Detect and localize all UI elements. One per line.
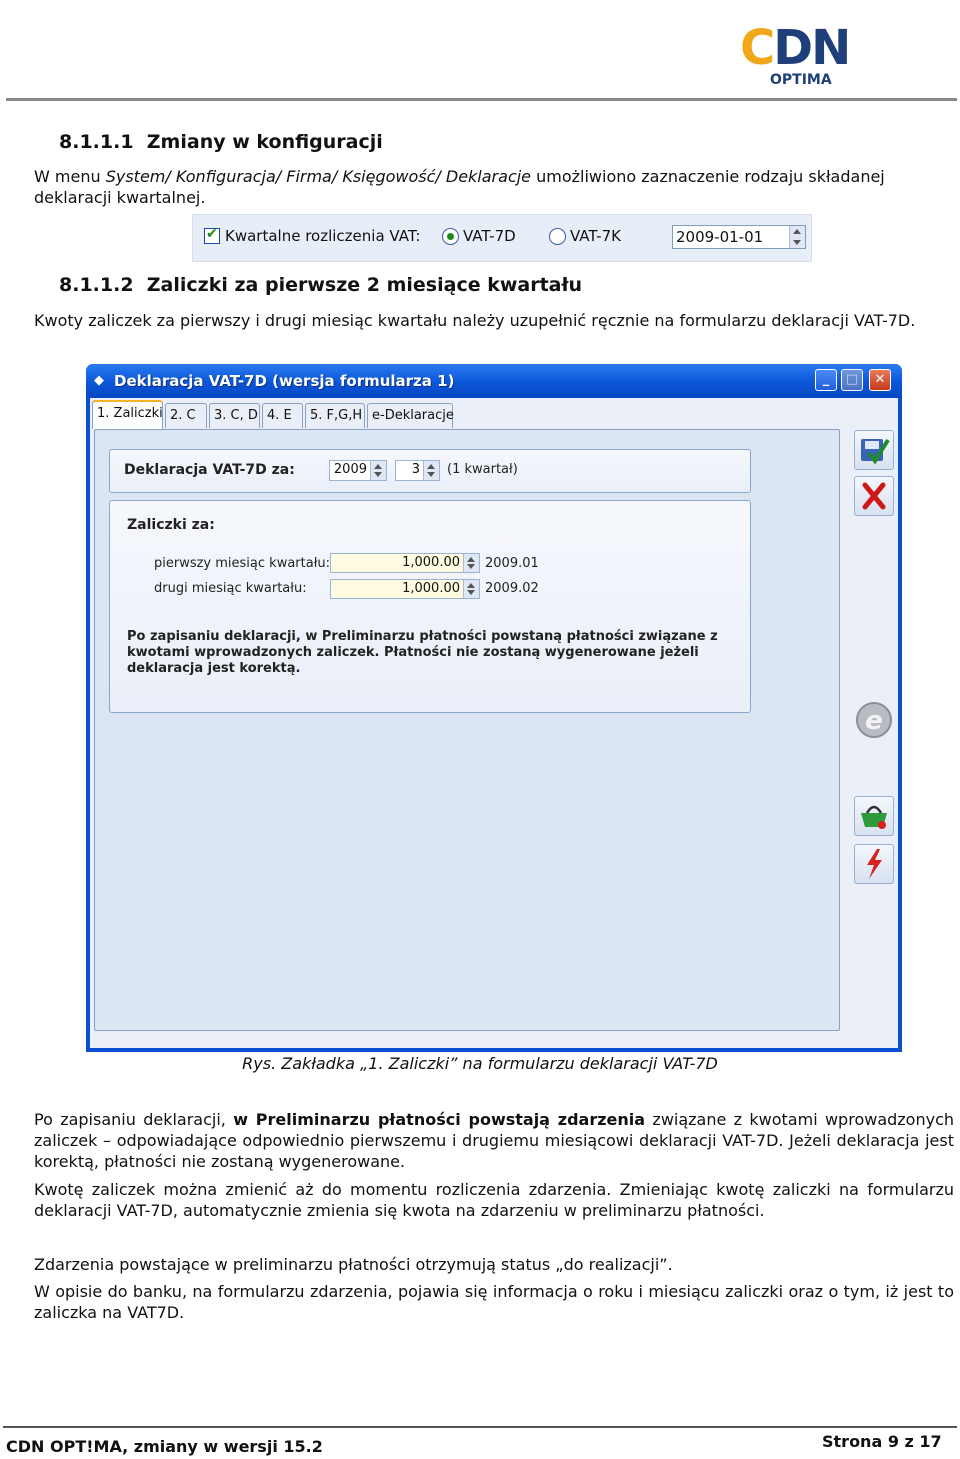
logo-mark: CDN xyxy=(740,20,850,76)
quarterly-vat-checkbox[interactable] xyxy=(204,228,220,244)
basket-icon xyxy=(855,797,893,835)
footer-divider xyxy=(3,1426,957,1428)
body-paragraph-2: Kwotę zaliczek można zmienić aż do momentu rozliczenia zdarzenia. Zmieniając kwotę zaliczki na formularzu deklaracji VAT-7D, automatycznie zmienia się kwota na zdarzeniu w preliminarzu płatności. xyxy=(34,1180,954,1220)
section1-heading: 8.1.1.1 Zmiany w konfiguracji xyxy=(59,131,383,153)
save-icon xyxy=(855,431,893,469)
year-field[interactable]: 2009 xyxy=(329,460,387,481)
svg-text:e: e xyxy=(865,706,883,736)
section1-paragraph: W menu System/ Konfiguracja/ Firma/ Księgowość/ Deklaracje umożliwiono zaznaczenie rodzaju składanej deklaracji kwartalnej. xyxy=(34,167,885,207)
body-paragraph-1: Po zapisaniu deklaracji, w Preliminarzu płatności powstają zdarzenia związane z kwotami wprowadzonych zaliczek – odpowiadające odpowiednio pierwszemu i drugiemu miesiącowi deklaracji VAT-7D. Jeżeli deklaracja jest korektą, płatności nie zostaną wygenerowane. xyxy=(34,1110,955,1171)
quarterly-vat-label: Kwartalne rozliczenia VAT: xyxy=(225,227,421,245)
tab-panel-zaliczki xyxy=(94,429,840,1031)
first-month-period: 2009.01 xyxy=(485,556,539,571)
menu-path: System/ Konfiguracja/ Firma/ Księgowość/ Deklaracje xyxy=(105,167,532,186)
second-month-label: drugi miesiąc kwartału: xyxy=(154,581,307,596)
first-month-spinner[interactable] xyxy=(463,554,479,572)
quarter-note: (1 kwartał) xyxy=(447,462,518,477)
start-date-field[interactable]: 2009-01-01 xyxy=(672,225,806,249)
cancel-icon xyxy=(855,477,893,515)
tab-f-g-h[interactable]: 5. F,G,H xyxy=(305,403,365,428)
info-note: Po zapisaniu deklaracji, w Preliminarzu płatności powstaną płatności związane z kwotami wprowadzonych zaliczek. Płatności nie zostaną wygenerowane jeżeli deklaracja jest korektą. xyxy=(127,629,718,676)
maximize-button[interactable]: □ xyxy=(841,369,863,391)
second-month-amount-field[interactable]: 1,000.00 xyxy=(330,579,480,599)
second-month-spinner[interactable] xyxy=(463,580,479,598)
app-icon: ◆ xyxy=(94,373,104,388)
figure-caption: Rys. Zakładka „1. Zaliczki” na formularzu deklaracji VAT-7D xyxy=(242,1054,718,1073)
basket-button[interactable] xyxy=(854,796,894,836)
quarter-spinner[interactable] xyxy=(423,461,439,480)
dialog-body xyxy=(90,398,898,1048)
close-button[interactable]: ✕ xyxy=(869,369,891,391)
dialog-title: Deklaracja VAT-7D (wersja formularza 1) xyxy=(114,372,455,390)
e-declaration-icon xyxy=(854,700,894,740)
tab-zaliczki[interactable]: 1. Zaliczki xyxy=(92,400,163,429)
vat7k-label: VAT-7K xyxy=(570,227,621,245)
first-month-label: pierwszy miesiąc kwartału: xyxy=(154,556,331,571)
section2-heading: 8.1.1.2 Zaliczki za pierwsze 2 miesiące kwartału xyxy=(59,274,583,296)
emphasis-text: w Preliminarzu płatności powstają zdarzenia xyxy=(233,1110,646,1129)
vat7k-radio[interactable] xyxy=(549,228,566,245)
vat7d-radio[interactable] xyxy=(442,228,459,245)
checkmark-icon: ✔ xyxy=(206,226,218,242)
dialog-title-bar[interactable] xyxy=(86,364,902,398)
minimize-button[interactable]: _ xyxy=(815,369,837,391)
e-declaration-button[interactable] xyxy=(854,700,894,740)
body-paragraph-3: Zdarzenia powstające w preliminarzu płatności otrzymują status „do realizacji”. xyxy=(34,1255,673,1274)
logo-subtitle: OPTIMA xyxy=(770,72,832,88)
year-spinner[interactable] xyxy=(370,461,386,480)
footer-page-number: Strona 9 z 17 xyxy=(822,1432,942,1451)
header-divider xyxy=(6,98,957,101)
vat7d-label: VAT-7D xyxy=(463,227,516,245)
tab-e-deklaracje[interactable]: e-Deklaracje xyxy=(367,403,453,428)
advances-label: Zaliczki za: xyxy=(127,517,215,533)
lightning-button[interactable] xyxy=(854,844,894,884)
cdn-optima-logo xyxy=(740,20,860,92)
section2-paragraph: Kwoty zaliczek za pierwszy i drugi miesiąc kwartału należy uzupełnić ręcznie na formularzu deklaracji VAT-7D. xyxy=(34,311,916,330)
vat7d-dialog-window xyxy=(86,364,902,1052)
second-month-period: 2009.02 xyxy=(485,581,539,596)
vat-config-strip xyxy=(192,214,812,262)
declaration-period-group xyxy=(109,449,751,493)
footer-product-version: CDN OPT!MA, zmiany w wersji 15.2 xyxy=(6,1437,323,1456)
date-spinner[interactable] xyxy=(789,226,805,248)
tab-e[interactable]: 4. E xyxy=(262,403,303,428)
advances-group xyxy=(109,500,751,713)
cancel-button[interactable] xyxy=(854,476,894,516)
quarter-field[interactable]: 3 xyxy=(395,460,440,481)
body-paragraph-4: W opisie do banku, na formularzu zdarzenia, pojawia się informacja o roku i miesiącu zaliczki oraz o tym, iż jest to zaliczka na VAT7D. xyxy=(34,1282,954,1322)
tab-c-d[interactable]: 3. C, D xyxy=(209,403,260,428)
tab-c[interactable]: 2. C xyxy=(165,403,207,428)
declaration-period-label: Deklaracja VAT-7D za: xyxy=(124,462,295,478)
lightning-icon xyxy=(855,845,893,883)
save-button[interactable] xyxy=(854,430,894,470)
first-month-amount-field[interactable]: 1,000.00 xyxy=(330,553,480,573)
